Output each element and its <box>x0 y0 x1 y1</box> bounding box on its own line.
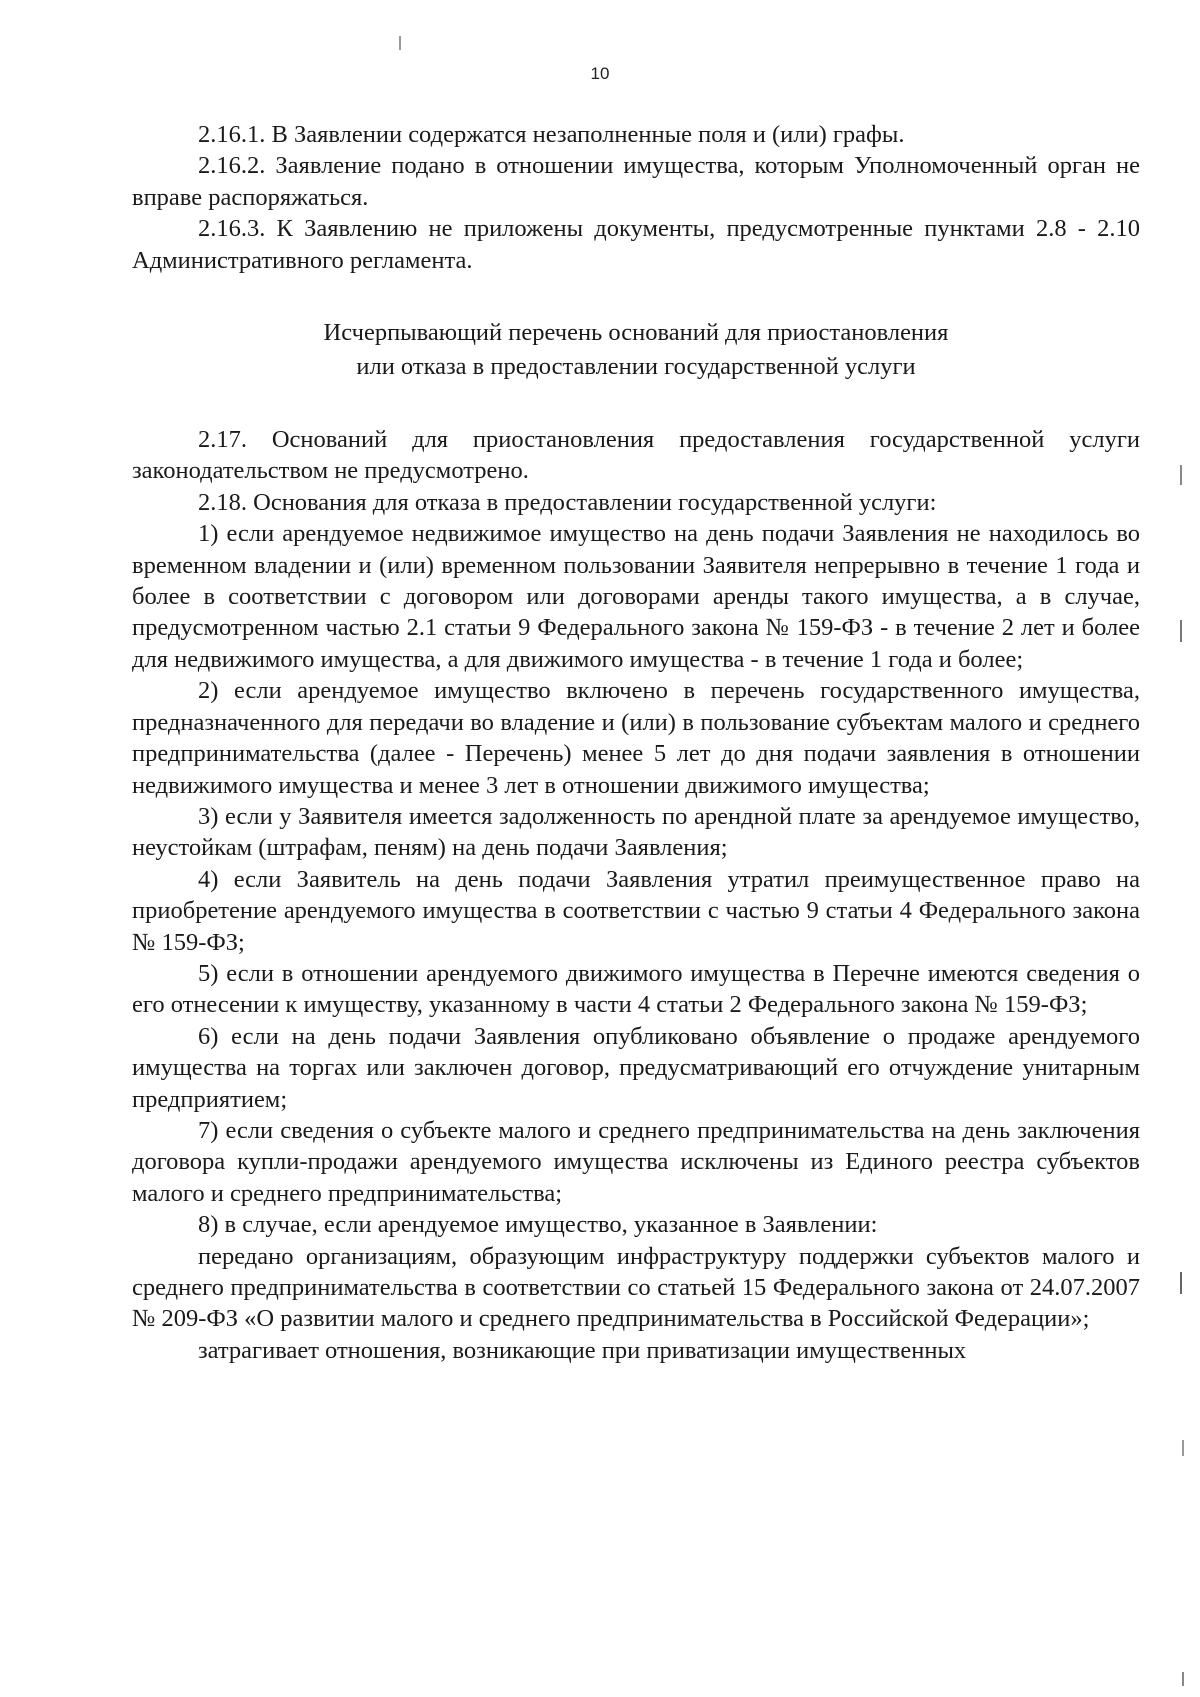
scan-mark-right-1 <box>1180 465 1182 485</box>
clause-2-16-2: 2.16.2. Заявление подано в отношении имущества, которым Уполномоченный орган не вправе распоряжаться. <box>132 152 1140 211</box>
refusal-ground-6: 6) если на день подачи Заявления опубликовано объявление о продаже арендуемого имущества на торгах или заключен договор, предусматривающий его отчуждение унитарным предприятием; <box>132 1022 1140 1113</box>
section-heading-line-2: или отказа в предоставлении государственной услуги <box>356 353 916 381</box>
refusal-ground-5: 5) если в отношении арендуемого движимого имущества в Перечне имеются сведения о его отнесении к имуществу, указанному в части 4 статьи 2 Федерального закона № 159-ФЗ; <box>132 959 1140 1019</box>
refusal-ground-2: 2) если арендуемое имущество включено в перечень государственного имущества, предназначенного для передачи во владение и (или) в пользование субъектам малого и среднего предпринимательства (далее - Перечень) менее 5 лет до дня подачи заявления в отношении недвижимого имущества и менее 3 лет в отношении движимого имущества; <box>132 677 1140 799</box>
scan-mark-bottom <box>1182 1672 1184 1686</box>
clause-2-17: 2.17. Оснований для приостановления предоставления государственной услуги законодательством не предусмотрено. <box>132 426 1140 485</box>
refusal-ground-7: 7) если сведения о субъекте малого и среднего предпринимательства на день заключения договора купли-продажи арендуемого имущества исключены из Единого реестра субъектов малого и среднего предпринимательства; <box>132 1116 1140 1207</box>
scan-mark-top <box>399 36 401 50</box>
scan-mark-right-3 <box>1180 1272 1182 1294</box>
scan-mark-right-2 <box>1180 620 1182 642</box>
section-heading <box>132 316 1140 384</box>
clause-2-16-3: 2.16.3. К Заявлению не приложены документы, предусмотренные пунктами 2.8 - 2.10 Административного регламента. <box>132 215 1140 274</box>
refusal-ground-8-item-1: передано организациям, образующим инфраструктуру поддержки субъектов малого и среднего предпринимательства в соответствии со статьей 15 Федерального закона от 24.07.2007 № 209-ФЗ «О развитии малого и среднего предпринимательства в Российской Федерации»; <box>132 1242 1140 1333</box>
section-heading-line-1: Исчерпывающий перечень оснований для приостановления <box>323 319 949 347</box>
page-number: 10 <box>590 64 610 83</box>
refusal-ground-8: 8) в случае, если арендуемое имущество, указанное в Заявлении: <box>198 1211 878 1239</box>
refusal-ground-1: 1) если арендуемое недвижимое имущество на день подачи Заявления не находилось во временном владении и (или) временном пользовании Заявителя непрерывно в течение 1 года и более в соответствии с договором или договорами аренды такого имущества, а в случае, предусмотренном частью 2.1 статьи 9 Федерального закона № 159-ФЗ - в течение 2 лет и более для недвижимого имущества, а для движимого имущества - в течение 1 года и более; <box>132 520 1140 673</box>
refusal-ground-4: 4) если Заявитель на день подачи Заявления утратил преимущественное право на приобретение арендуемого имущества в соответствии с частью 9 статьи 4 Федерального закона № 159-ФЗ; <box>132 865 1140 956</box>
clause-2-16-1: 2.16.1. В Заявлении содержатся незаполненные поля и (или) графы. <box>198 121 905 148</box>
refusal-ground-3: 3) если у Заявителя имеется задолженность по арендной плате за арендуемое имущество, неустойкам (штрафам, пеням) на день подачи Заявления; <box>132 802 1140 862</box>
refusal-ground-8-item-2: затрагивает отношения, возникающие при приватизации имущественных <box>198 1336 967 1364</box>
document-body <box>132 119 1140 1366</box>
clause-2-18: 2.18. Основания для отказа в предоставлении государственной услуги: <box>198 488 937 516</box>
scan-mark-right-4 <box>1182 1440 1184 1456</box>
